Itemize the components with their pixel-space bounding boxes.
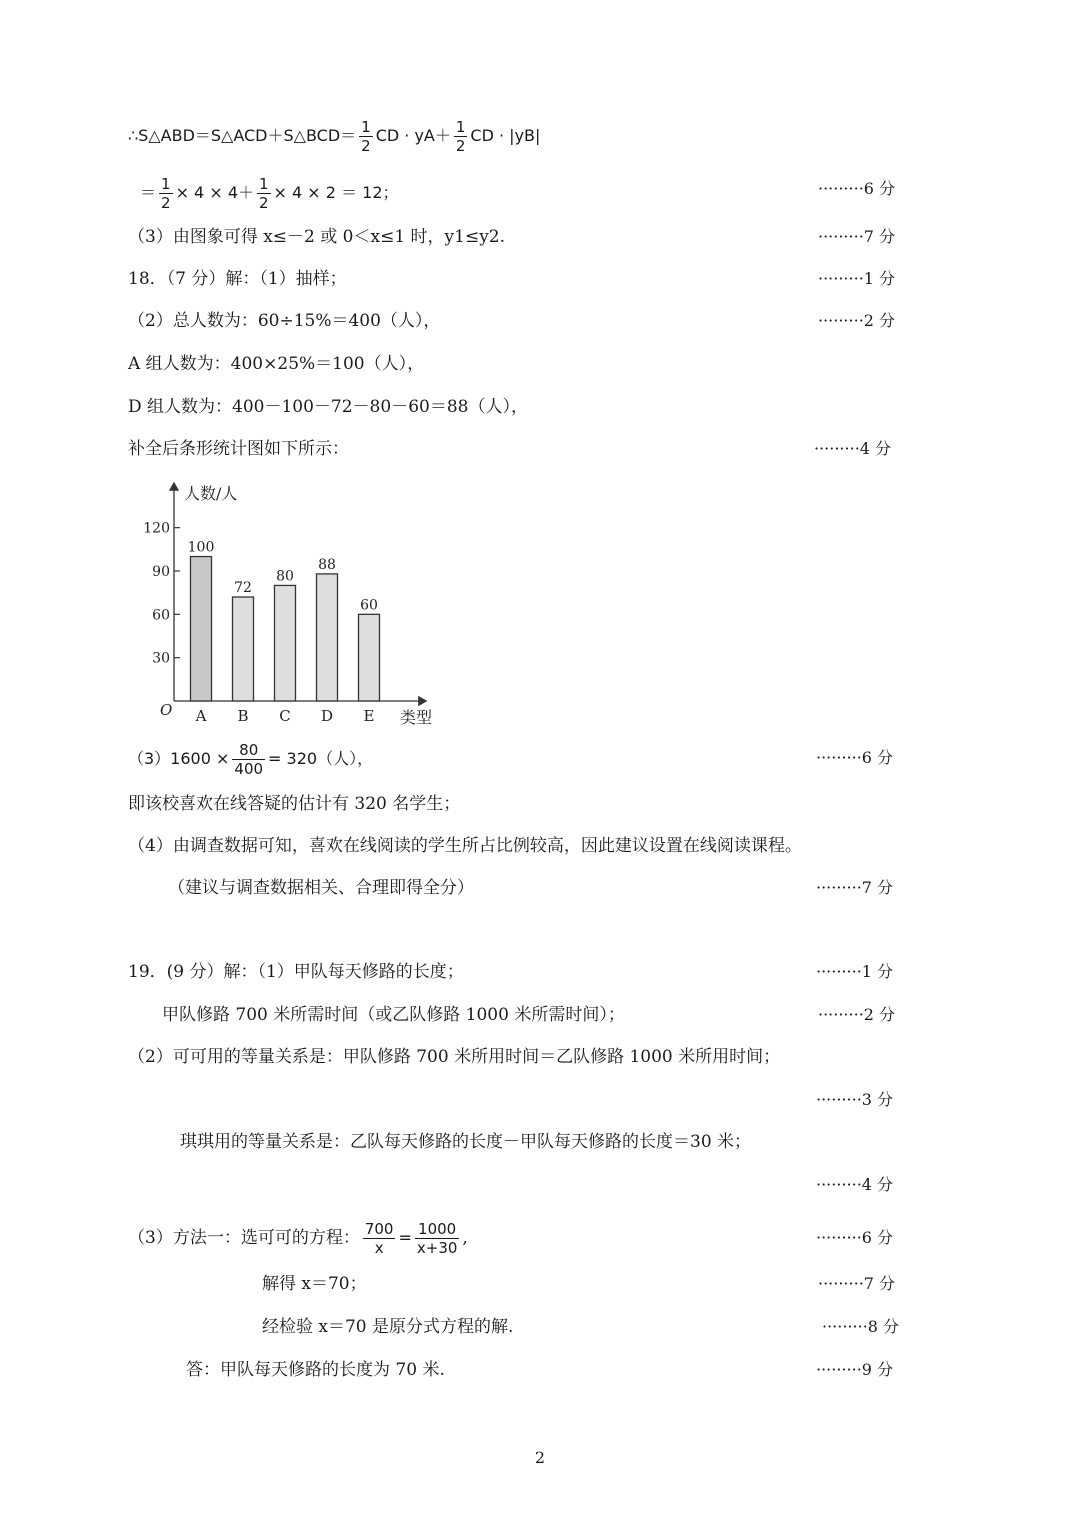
score-label: ·········3 分: [816, 1090, 894, 1109]
line-text: 琪琪用的等量关系是：乙队每天修路的长度－甲队每天修路的长度＝30 米；: [180, 1132, 752, 1152]
score-label: ·········7 分: [818, 227, 896, 246]
origin-label: O: [160, 701, 173, 719]
line-text: 19．(9 分）解：（1）甲队每天修路的长度；: [128, 962, 464, 982]
fraction-half-1: $\frac{1}{2}$: [361, 118, 371, 155]
data-label-B: 72: [234, 580, 252, 596]
equation-line: [0, 1218, 1080, 1258]
fraction-1000-x30: $\frac{1000}{x+30}$: [416, 1220, 458, 1257]
line-text: （2）总人数为：60÷15%＝400（人），: [128, 311, 441, 331]
data-label-A: 100: [187, 539, 215, 556]
score-only-line: [0, 1171, 1080, 1199]
bar-A: [191, 557, 212, 701]
fraction-700-x: $\frac{700}{x}$: [364, 1220, 394, 1257]
data-label-D: 88: [318, 556, 336, 573]
x-tick-label-A: A: [195, 707, 207, 725]
x-tick-label-D: D: [320, 707, 334, 725]
score-label: ·········6 分: [816, 748, 894, 767]
x-tick-label-E: E: [363, 707, 375, 725]
y-tick-label: 30: [152, 650, 170, 667]
equals-sign: ＝: [140, 183, 157, 202]
score-label: ·········6 分: [816, 1228, 894, 1247]
y-axis-label: 人数/人: [184, 484, 238, 503]
x-tick-label-C: C: [279, 707, 291, 725]
data-label-E: 60: [360, 597, 378, 614]
bar-C: [275, 585, 296, 701]
qiqi-relation-line: [0, 1128, 1080, 1156]
line-text: （建议与调查数据相关、合理即得全分）: [168, 878, 474, 898]
area-calc-mid: × 4 × 4＋: [175, 183, 254, 202]
line-text: 补全后条形统计图如下所示：: [128, 439, 349, 459]
estimate-line: [0, 741, 1080, 778]
fraction-half-2: $\frac{1}{2}$: [455, 118, 466, 155]
line-text: D 组人数为：400－100－72－80－60＝88（人），: [128, 397, 528, 417]
chart-intro-line: [0, 435, 1080, 463]
fraction-half-4: $\frac{1}{2}$: [259, 175, 269, 212]
area-formula-line: [0, 118, 1080, 155]
line-text: 甲队修路 700 米所需时间（或乙队修路 1000 米所需时间）；: [162, 1005, 625, 1025]
page-number: 2: [534, 1448, 546, 1467]
line-text: 经检验 x＝70 是原分式方程的解.: [262, 1317, 514, 1337]
total-line: [0, 307, 1080, 335]
area-formula-end: CD · |yB|: [470, 126, 541, 145]
keke-relation-line: [0, 1043, 1080, 1071]
line-text: （2）可可用的等量关系是：甲队修路 700 米所用时间＝乙队修路 1000 米所用时间；: [128, 1047, 781, 1067]
y-tick-label: 60: [152, 607, 170, 624]
q19-heading: [0, 958, 1080, 986]
x-axis-label: 类型: [400, 708, 433, 727]
score-label: ·········4 分: [814, 439, 892, 458]
fraction-80-400: $\frac{80}{400}$: [234, 741, 264, 778]
area-calc-line: [0, 175, 1080, 212]
score-label: ·········8 分: [822, 1317, 900, 1336]
line-text: A 组人数为：400×25%＝100（人），: [128, 354, 425, 374]
solve-line: [0, 1270, 1080, 1298]
estimate-end: = 320（人），: [268, 749, 374, 768]
bar-chart: [130, 475, 470, 735]
score-only-line: [0, 1086, 1080, 1114]
estimate-conclusion: [0, 790, 1080, 818]
line-text: 18．（7 分）解：（1）抽样；: [128, 269, 347, 289]
score-label: ·········1 分: [816, 962, 894, 981]
q18-heading: [0, 265, 1080, 293]
score-label: ·········7 分: [816, 878, 894, 897]
bar-B: [233, 597, 254, 701]
line-text: 即该校喜欢在线答疑的估计有 320 名学生；: [128, 794, 461, 814]
area-calc-end: × 4 × 2 ＝ 12；: [273, 183, 399, 202]
inequality-line: [0, 223, 1080, 251]
line-text: （4）由调查数据可知，喜欢在线阅读的学生所占比例较高，因此建议设置在线阅读课程。: [128, 836, 802, 856]
x-tick-label-B: B: [237, 707, 249, 725]
line-text: 答：甲队每天修路的长度为 70 米.: [186, 1360, 445, 1380]
equals-sign: =: [398, 1228, 412, 1247]
group-a-line: [0, 350, 1080, 378]
data-label-C: 80: [276, 568, 294, 585]
answer-line: [0, 1356, 1080, 1384]
line-text: 解得 x＝70；: [262, 1274, 367, 1294]
group-d-line: [0, 393, 1080, 421]
bar-E: [359, 614, 380, 701]
fraction-half-3: $\frac{1}{2}$: [161, 175, 171, 212]
method-one-label: （3）方法一：选可可的方程：: [128, 1228, 360, 1248]
comma: ,: [462, 1228, 468, 1248]
score-label: ·········4 分: [816, 1175, 894, 1194]
suggestion-line: [0, 832, 1080, 860]
estimate-start: （3）1600 ×: [128, 749, 230, 768]
score-label: ·········1 分: [818, 269, 896, 288]
y-tick-label: 120: [143, 520, 170, 537]
score-label: ·········2 分: [818, 311, 896, 330]
score-label: ·········2 分: [818, 1005, 896, 1024]
area-formula-start: ∴S△ABD＝S△ACD＋S△BCD＝: [128, 126, 357, 145]
score-label: ·········6 分: [818, 179, 896, 198]
grading-note-line: [0, 874, 1080, 902]
score-label: ·········7 分: [818, 1274, 896, 1293]
score-label: ·········9 分: [816, 1360, 894, 1379]
q19-time-line: [0, 1001, 1080, 1029]
area-formula-mid: CD · yA＋: [375, 126, 451, 145]
y-tick-label: 90: [152, 564, 170, 580]
bar-D: [317, 574, 338, 701]
check-line: [0, 1313, 1080, 1341]
line-text: （3）由图象可得 x≤－2 或 0＜x≤1 时，y1≤y2.: [128, 227, 506, 247]
